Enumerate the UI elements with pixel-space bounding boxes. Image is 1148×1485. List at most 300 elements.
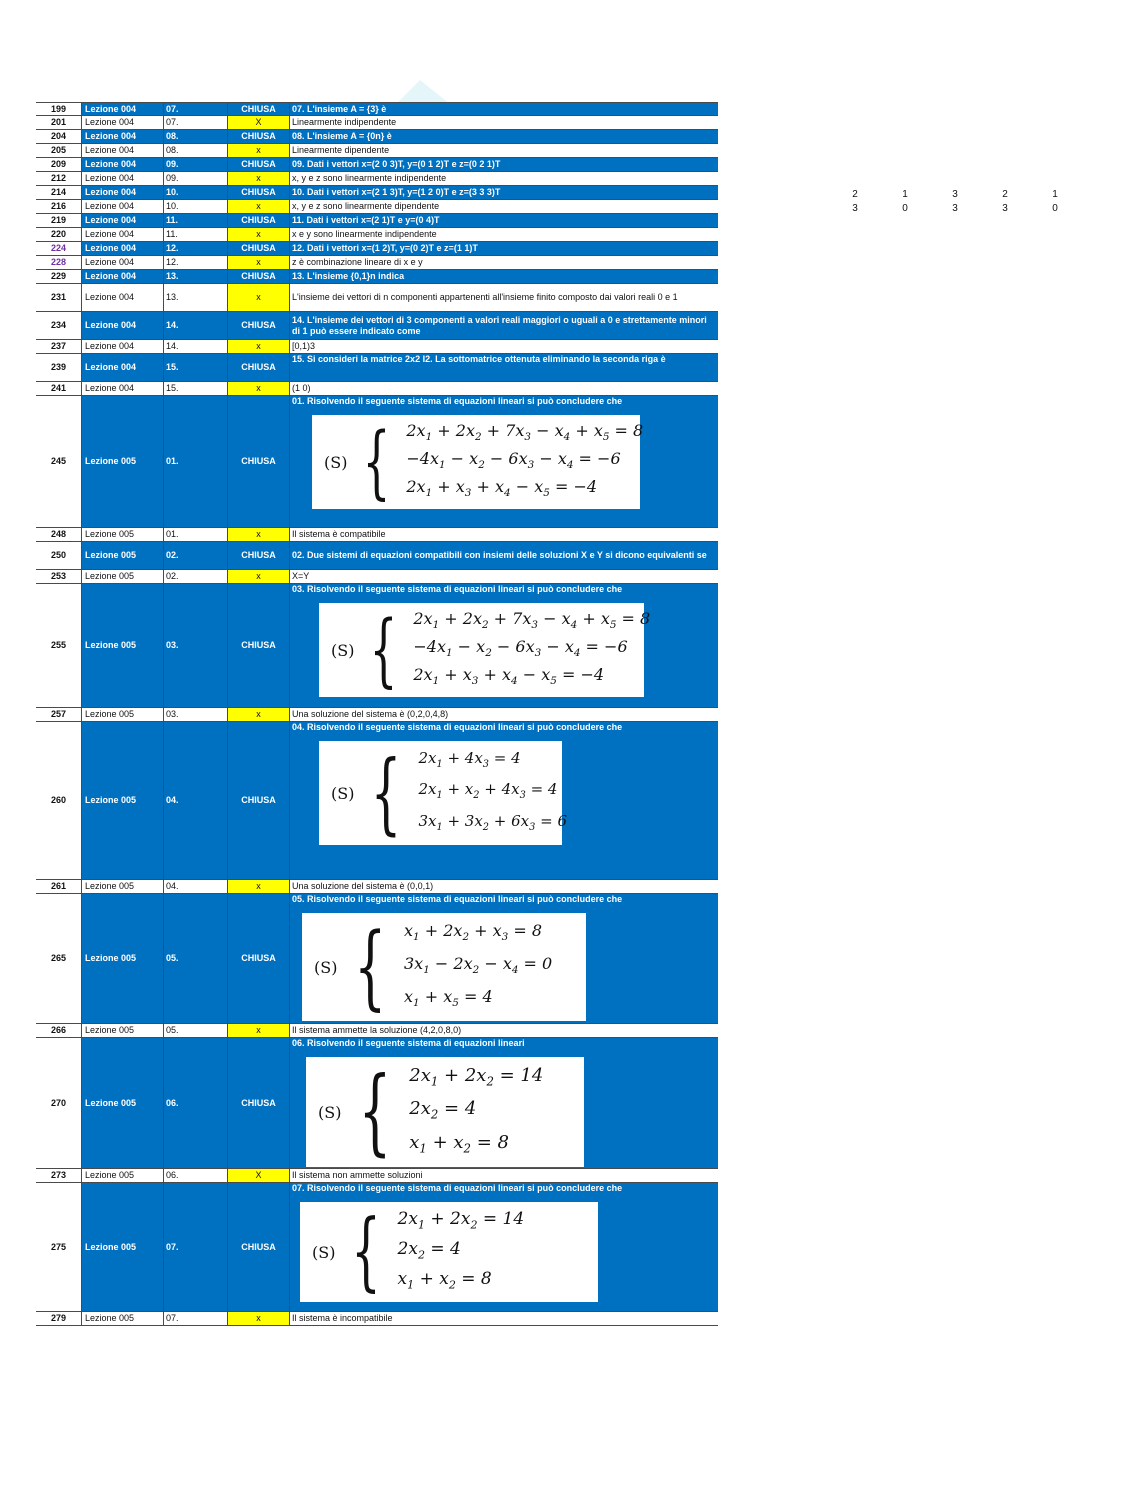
number-cell: 12.: [164, 256, 228, 269]
equations: [418, 746, 567, 840]
lesson-cell: Lezione 004: [82, 144, 164, 157]
term: 2x: [413, 608, 433, 628]
lesson-cell: Lezione 004: [82, 256, 164, 269]
number-cell: 13.: [164, 270, 228, 283]
side-number-table: [830, 187, 1080, 215]
term: + 4x: [479, 780, 520, 799]
answer-text: [290, 1024, 718, 1037]
type-cell: CHIUSA: [228, 214, 290, 227]
equation: [409, 1131, 543, 1156]
subscript: 1: [432, 675, 440, 688]
equation-system-image: [300, 1202, 598, 1302]
lesson-cell: Lezione 005: [82, 1024, 164, 1037]
question-text: [290, 103, 718, 115]
number-cell: 07.: [164, 1312, 228, 1325]
equation: [413, 636, 650, 660]
row-id: 237: [36, 340, 82, 353]
lesson-cell: Lezione 004: [82, 130, 164, 143]
subscript: 1: [438, 459, 446, 472]
lesson-cell: Lezione 005: [82, 584, 164, 707]
row-id: 245: [36, 396, 82, 527]
row-id: 205: [36, 144, 82, 157]
equation: [409, 1064, 544, 1089]
row-id: 219: [36, 214, 82, 227]
term: − x: [531, 420, 564, 440]
answer-text: [290, 116, 718, 129]
subscript: 2: [470, 1218, 478, 1232]
equation-system-image: [302, 913, 586, 1021]
text-content: Linearmente indipendente: [292, 117, 397, 127]
term: = 6: [535, 811, 567, 830]
row-id: 212: [36, 172, 82, 185]
subscript: 1: [436, 759, 443, 771]
term: = 0: [518, 953, 553, 973]
answer-text: [290, 1169, 718, 1182]
system-label: (S): [331, 783, 355, 803]
term: = 14: [493, 1064, 544, 1086]
correct-mark: x: [228, 1024, 290, 1037]
text-content: 04. Risolvendo il seguente sistema di equazioni lineari si può concludere che: [292, 722, 623, 732]
row-id: 275: [36, 1183, 82, 1311]
text-content: [0,1)3: [292, 341, 316, 351]
correct-mark: x: [228, 256, 290, 269]
number-cell: 05.: [164, 1024, 228, 1037]
left-brace: {: [354, 913, 387, 1020]
text-content: X=Y: [292, 571, 310, 581]
subscript: 2: [417, 1248, 425, 1262]
question-row: [36, 158, 718, 172]
text-content: 11. Dati i vettori x=(2 1)T e y=(0 4)T: [292, 215, 440, 225]
correct-mark: x: [228, 340, 290, 353]
subscript: 5: [452, 996, 459, 1009]
number-cell: 09.: [164, 172, 228, 185]
term: = 4: [489, 749, 521, 768]
row-id: 265: [36, 894, 82, 1023]
row-id: 253: [36, 570, 82, 583]
question-text: [290, 186, 718, 199]
lesson-cell: Lezione 004: [82, 382, 164, 395]
side-row: [830, 187, 1080, 201]
equation: [397, 1238, 525, 1262]
subscript: 3: [471, 675, 479, 688]
row-id: 209: [36, 158, 82, 171]
row-id: 273: [36, 1169, 82, 1182]
question-row: [36, 102, 718, 116]
equation-system-image: [306, 1057, 584, 1167]
term: = 4: [438, 1098, 477, 1120]
subscript: 2: [481, 619, 489, 632]
term: −4x: [406, 448, 439, 468]
equations: [398, 1207, 525, 1297]
type-cell: CHIUSA: [228, 186, 290, 199]
subscript: 2: [478, 459, 485, 472]
subscript: 4: [570, 619, 578, 632]
text-content: Una soluzione del sistema è (0,0,1): [292, 881, 434, 891]
equation: [413, 664, 650, 688]
type-cell: CHIUSA: [228, 1038, 290, 1168]
type-cell: CHIUSA: [228, 270, 290, 283]
subscript: 3: [464, 487, 472, 500]
answer-row: [36, 284, 718, 312]
question-text: [290, 214, 718, 227]
type-cell: CHIUSA: [228, 396, 290, 527]
subscript: 3: [519, 790, 526, 802]
term: − x: [510, 476, 544, 496]
lesson-cell: Lezione 005: [82, 396, 164, 527]
side-value: 1: [1052, 188, 1058, 200]
equations: [404, 918, 552, 1016]
subscript: 1: [413, 996, 420, 1009]
term: = 8: [609, 420, 644, 440]
lesson-cell: Lezione 004: [82, 340, 164, 353]
answer-text: [290, 284, 718, 311]
term: = 4: [458, 986, 493, 1006]
answer-row: [36, 570, 718, 584]
text-content: Il sistema ammette la soluzione (4,2,0,8,0): [292, 1025, 462, 1035]
subscript: 1: [413, 931, 420, 944]
side-value: 3: [852, 202, 858, 214]
text-content: Linearmente dipendente: [292, 145, 390, 155]
text-content: 03. Risolvendo il seguente sistema di equazioni lineari si può concludere che: [292, 584, 623, 594]
text-content: 07. Risolvendo il seguente sistema di equazioni lineari si può concludere che: [292, 1183, 623, 1193]
term: − x: [538, 608, 571, 628]
row-id: 266: [36, 1024, 82, 1037]
subscript: 5: [543, 487, 550, 500]
text-content: x e y sono linearmente indipendente: [292, 229, 437, 239]
term: + 7x: [488, 608, 532, 628]
answer-text: [290, 200, 718, 213]
number-cell: 15.: [164, 354, 228, 381]
correct-mark: x: [228, 528, 290, 541]
side-row: [830, 201, 1080, 215]
number-cell: 11.: [164, 228, 228, 241]
number-cell: 06.: [164, 1169, 228, 1182]
left-brace: {: [369, 603, 398, 696]
type-cell: CHIUSA: [228, 312, 290, 339]
type-cell: CHIUSA: [228, 894, 290, 1023]
term: + 7x: [481, 420, 525, 440]
number-cell: 05.: [164, 894, 228, 1023]
side-value: 0: [1052, 202, 1058, 214]
term: x: [397, 1268, 408, 1289]
number-cell: 09.: [164, 158, 228, 171]
equation-system-image: [312, 415, 644, 509]
number-cell: 01.: [164, 528, 228, 541]
subscript: 2: [473, 790, 480, 802]
number-cell: 04.: [164, 880, 228, 893]
question-text: [290, 1183, 718, 1311]
subscript: 2: [448, 1278, 456, 1292]
text-content: Il sistema è incompatibile: [292, 1313, 393, 1323]
number-cell: 07.: [164, 103, 228, 115]
equation: [406, 420, 644, 444]
answer-text: [290, 172, 718, 185]
term: − x: [541, 636, 574, 656]
subscript: 5: [609, 619, 617, 632]
number-cell: 01.: [164, 396, 228, 527]
text-content: x, y e z sono linearmente indipendente: [292, 173, 447, 183]
number-cell: 03.: [164, 708, 228, 721]
question-table: [36, 102, 718, 1326]
equation: [406, 476, 643, 500]
answer-row: [36, 172, 718, 186]
lesson-cell: Lezione 004: [82, 270, 164, 283]
question-row: [36, 130, 718, 144]
term: − 6x: [484, 448, 528, 468]
text-content: 05. Risolvendo il seguente sistema di equazioni lineari si può concludere che: [292, 894, 623, 904]
text-content: (1 0): [292, 383, 311, 393]
subscript: 1: [445, 647, 453, 660]
lesson-cell: Lezione 004: [82, 242, 164, 255]
subscript: 3: [531, 619, 538, 632]
term: + 2x: [438, 1064, 487, 1086]
term: = 4: [424, 1238, 461, 1259]
lesson-cell: Lezione 005: [82, 1169, 164, 1182]
term: 2x: [409, 1098, 431, 1120]
type-cell: CHIUSA: [228, 354, 290, 381]
equation: [404, 953, 553, 977]
term: = 8: [508, 921, 543, 941]
question-text: [290, 542, 718, 569]
equation: [406, 448, 643, 472]
subscript: 2: [474, 431, 482, 444]
lesson-cell: Lezione 005: [82, 542, 164, 569]
term: − 2x: [429, 953, 473, 973]
system-label: (S): [324, 452, 348, 472]
equations: [406, 420, 643, 504]
question-row: [36, 214, 718, 228]
term: = −4: [549, 476, 598, 496]
term: = 8: [470, 1131, 509, 1153]
term: = −6: [573, 448, 621, 468]
lesson-cell: Lezione 004: [82, 312, 164, 339]
lesson-cell: Lezione 005: [82, 570, 164, 583]
number-cell: 14.: [164, 312, 228, 339]
term: + x: [570, 420, 603, 440]
question-row: [36, 894, 718, 1024]
correct-mark: x: [228, 880, 290, 893]
term: − x: [479, 953, 512, 973]
text-content: 07. L'insieme A = {3} è: [292, 103, 387, 114]
term: = 14: [477, 1208, 525, 1229]
number-cell: 02.: [164, 542, 228, 569]
number-cell: 15.: [164, 382, 228, 395]
lesson-cell: Lezione 005: [82, 1038, 164, 1168]
term: x: [409, 1131, 420, 1153]
term: + x: [577, 608, 610, 628]
subscript: 1: [430, 1074, 439, 1089]
question-text: [290, 130, 718, 143]
lesson-cell: Lezione 004: [82, 103, 164, 115]
subscript: 1: [407, 1278, 415, 1292]
question-text: [290, 270, 718, 283]
term: = −4: [556, 664, 605, 684]
answer-row: [36, 1024, 718, 1038]
term: + x: [419, 986, 453, 1006]
term: + x: [442, 780, 474, 799]
left-brace: {: [351, 1202, 382, 1301]
term: = 8: [455, 1268, 492, 1289]
equation: [397, 1268, 525, 1292]
number-cell: 11.: [164, 214, 228, 227]
term: − x: [445, 448, 479, 468]
equation: [418, 811, 567, 833]
subscript: 2: [472, 964, 480, 977]
term: + x: [439, 664, 472, 684]
left-brace: {: [371, 741, 402, 844]
lesson-cell: Lezione 005: [82, 894, 164, 1023]
lesson-cell: Lezione 004: [82, 158, 164, 171]
term: − x: [452, 636, 486, 656]
text-content: 02. Due sistemi di equazioni compatibili con insiemi delle soluzioni X e Y si dicono equivalenti se: [292, 550, 707, 560]
answer-text: [290, 528, 718, 541]
row-id: 201: [36, 116, 82, 129]
term: 2x: [406, 476, 426, 496]
row-id: 270: [36, 1038, 82, 1168]
question-row: [36, 542, 718, 570]
subscript: 2: [485, 647, 492, 660]
correct-mark: x: [228, 228, 290, 241]
number-cell: 10.: [164, 186, 228, 199]
answer-row: [36, 256, 718, 270]
term: − x: [517, 664, 551, 684]
answer-row: [36, 708, 718, 722]
text-content: 12. Dati i vettori x=(1 2)T, y=(0 2)T e z=(1 1)T: [292, 243, 478, 253]
row-id: 234: [36, 312, 82, 339]
subscript: 4: [563, 431, 571, 444]
left-brace: {: [358, 1057, 392, 1166]
question-text: [290, 158, 718, 171]
lesson-cell: Lezione 004: [82, 116, 164, 129]
answer-row: [36, 1169, 718, 1183]
subscript: 1: [423, 964, 430, 977]
row-id: 248: [36, 528, 82, 541]
equation-system-image: [319, 741, 567, 845]
subscript: 1: [425, 487, 433, 500]
equation: [397, 1208, 525, 1232]
term: x: [404, 986, 414, 1006]
answer-row: [36, 116, 718, 130]
text-content: 10. Dati i vettori x=(2 1 3)T, y=(1 2 0)T e z=(3 3 3)T: [292, 187, 501, 197]
term: 2x: [409, 1064, 431, 1086]
term: 2x: [418, 780, 437, 799]
lesson-cell: Lezione 005: [82, 1312, 164, 1325]
equations: [409, 1062, 543, 1162]
subscript: 2: [462, 931, 470, 944]
lesson-cell: Lezione 004: [82, 228, 164, 241]
system-label: (S): [312, 1242, 336, 1262]
subscript: 2: [482, 821, 490, 833]
term: + x: [432, 476, 465, 496]
row-id: 279: [36, 1312, 82, 1325]
term: 2x: [406, 420, 426, 440]
text-content: z è combinazione lineare di x e y: [292, 257, 423, 267]
equation: [404, 921, 552, 944]
subscript: 3: [527, 459, 535, 472]
number-cell: 04.: [164, 722, 228, 879]
subscript: 4: [504, 487, 511, 500]
term: x: [404, 921, 414, 941]
row-id: 199: [36, 103, 82, 115]
lesson-cell: Lezione 005: [82, 880, 164, 893]
row-id: 231: [36, 284, 82, 311]
system-label: (S): [318, 1102, 342, 1122]
text-content: 13. L'insieme {0,1}n indica: [292, 271, 405, 281]
term: = −6: [580, 636, 628, 656]
term: 2x: [413, 664, 433, 684]
system-label: (S): [314, 957, 338, 977]
side-value: 3: [952, 202, 958, 214]
equation: [413, 608, 651, 632]
lesson-cell: Lezione 005: [82, 722, 164, 879]
number-cell: 02.: [164, 570, 228, 583]
term: = 8: [616, 608, 651, 628]
answer-text: [290, 228, 718, 241]
subscript: 4: [573, 647, 581, 660]
text-content: Una soluzione del sistema è (0,2,0,4,8): [292, 709, 449, 719]
lesson-cell: Lezione 004: [82, 172, 164, 185]
subscript: 4: [566, 459, 574, 472]
type-cell: CHIUSA: [228, 130, 290, 143]
correct-mark: x: [228, 1312, 290, 1325]
row-id: 220: [36, 228, 82, 241]
lesson-cell: Lezione 004: [82, 200, 164, 213]
subscript: 3: [534, 647, 542, 660]
row-id: 229: [36, 270, 82, 283]
side-value: 2: [852, 188, 858, 200]
answer-row: [36, 228, 718, 242]
answer-text: [290, 570, 718, 583]
term: 2x: [397, 1238, 418, 1259]
question-text: [290, 722, 718, 879]
question-row: [36, 270, 718, 284]
row-id: 239: [36, 354, 82, 381]
text-content: 08. L'insieme A = {0n} è: [292, 131, 392, 141]
correct-mark: x: [228, 570, 290, 583]
correct-mark: X: [228, 116, 290, 129]
number-cell: 06.: [164, 1038, 228, 1168]
type-cell: CHIUSA: [228, 158, 290, 171]
correct-mark: x: [228, 708, 290, 721]
lesson-cell: Lezione 004: [82, 214, 164, 227]
lesson-cell: Lezione 005: [82, 708, 164, 721]
text-content: 14. L'insieme dei vettori di 3 componenti a valori reali maggiori o uguali a 0 e strettamente minori di 1 può essere indicato come: [292, 314, 707, 336]
row-id: 257: [36, 708, 82, 721]
side-value: 0: [902, 202, 908, 214]
subscript: 5: [602, 431, 610, 444]
type-cell: CHIUSA: [228, 242, 290, 255]
answer-row: [36, 880, 718, 894]
subscript: 2: [430, 1107, 439, 1122]
number-cell: 07.: [164, 1183, 228, 1311]
correct-mark: X: [228, 1169, 290, 1182]
question-row: [36, 1038, 718, 1169]
type-cell: CHIUSA: [228, 1183, 290, 1311]
correct-mark: x: [228, 144, 290, 157]
question-row: [36, 186, 718, 200]
question-text: [290, 242, 718, 255]
answer-row: [36, 1312, 718, 1326]
number-cell: 13.: [164, 284, 228, 311]
equation: [418, 749, 567, 771]
correct-mark: x: [228, 172, 290, 185]
answer-text: [290, 382, 718, 395]
text-content: Il sistema è compatibile: [292, 529, 386, 539]
answer-text: [290, 1312, 718, 1325]
question-text: [290, 312, 718, 339]
lesson-cell: Lezione 004: [82, 354, 164, 381]
side-value: 3: [1002, 202, 1008, 214]
